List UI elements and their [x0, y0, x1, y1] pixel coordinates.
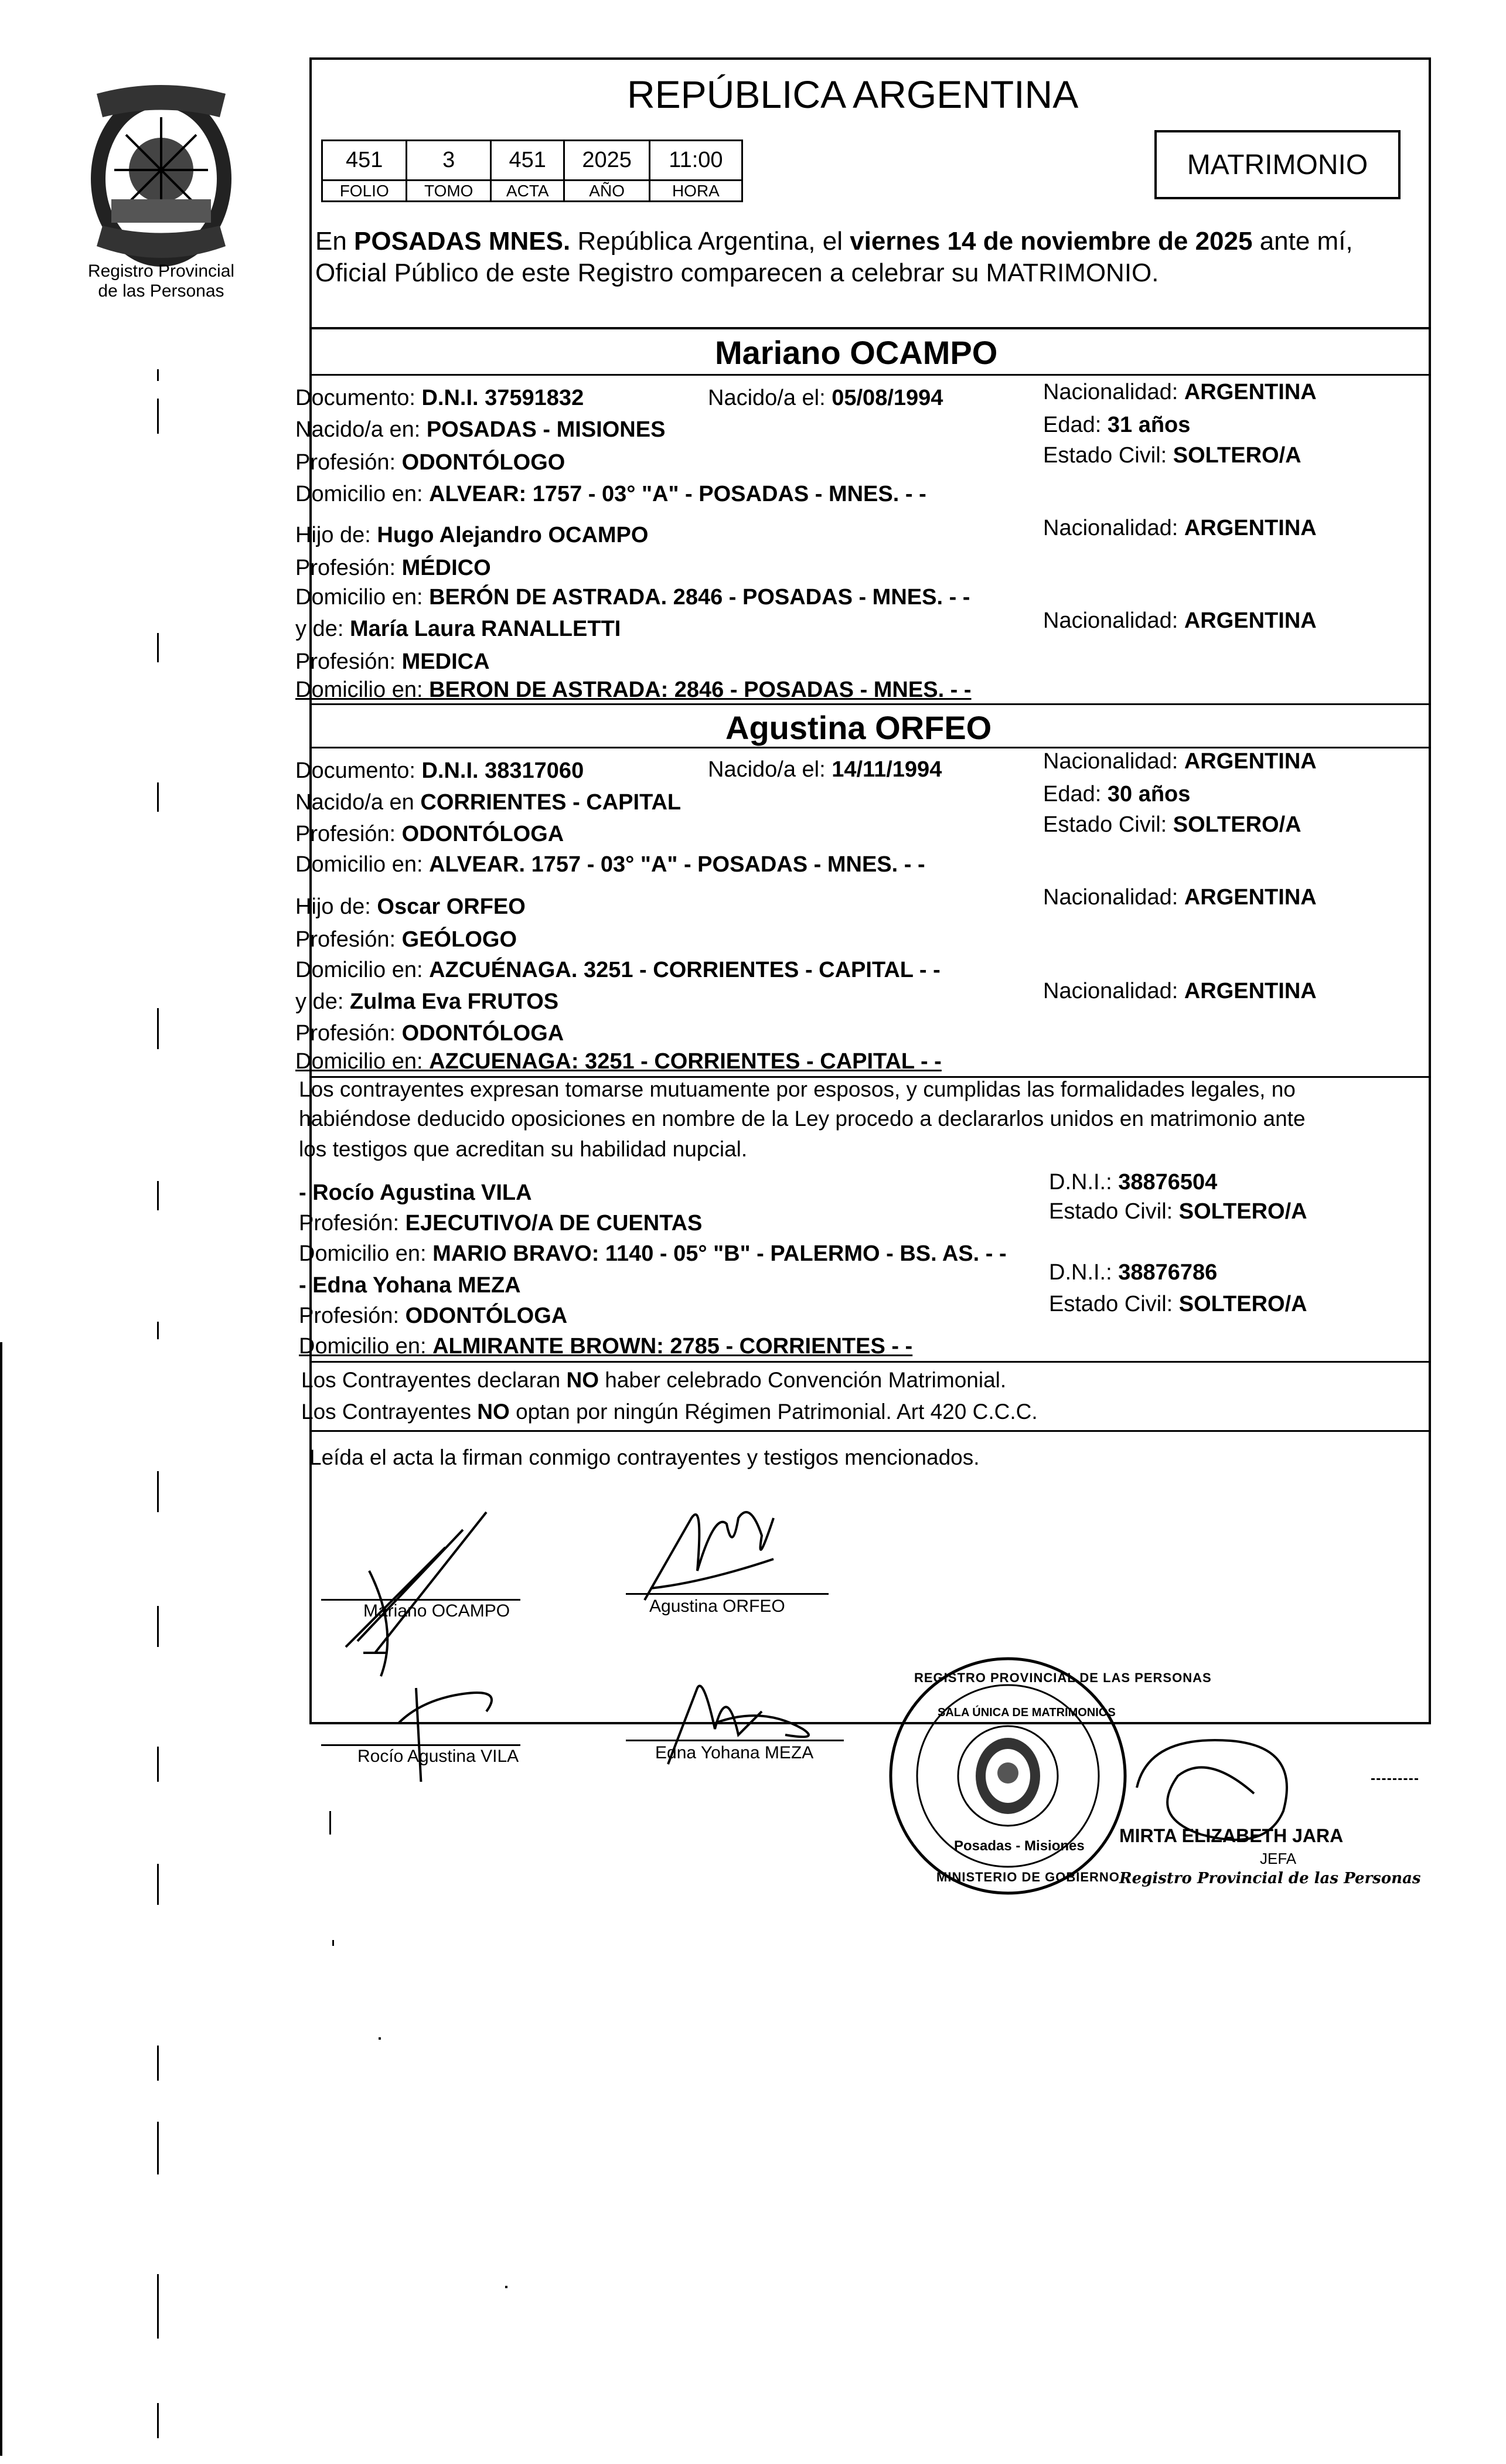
divider-spouse2	[309, 747, 1429, 748]
witness1-civil-status: Estado Civil: SOLTERO/A	[1049, 1199, 1307, 1224]
regime-convention: Los Contrayentes declaran NO haber celebrado Convención Matrimonial.	[301, 1368, 1007, 1392]
acta-label: ACTA	[490, 181, 564, 202]
spouse1-father: Hijo de: Hugo Alejandro OCAMPO	[295, 523, 649, 547]
logo-caption-line1: Registro Provincial	[87, 261, 235, 281]
spouse2-mother-profession: Profesión: ODONTÓLOGA	[295, 1021, 564, 1046]
spouse1-mother-nationality: Nacionalidad: ARGENTINA	[1043, 608, 1317, 633]
seal-inner-text: SALA ÚNICA DE MATRIMONIOS	[938, 1706, 1116, 1719]
act-type: MATRIMONIO	[1187, 149, 1368, 181]
spouse2-document: Documento: D.N.I. 38317060	[295, 758, 584, 783]
signature-label-4: Edna Yohana MEZA	[655, 1743, 814, 1762]
official-office: Registro Provincial de las Personas	[1119, 1870, 1421, 1887]
signature-label-3: Rocío Agustina VILA	[357, 1747, 519, 1766]
signature-line	[626, 1593, 829, 1595]
spouse1-document: Documento: D.N.I. 37591832	[295, 386, 584, 410]
signature-label-1: Mariano OCAMPO	[363, 1601, 510, 1621]
margin-mark	[157, 1322, 159, 1339]
official-name: MIRTA ELIZABETH JARA	[1119, 1825, 1344, 1846]
logo-caption-line2: de las Personas	[98, 281, 224, 301]
left-rule	[0, 1342, 2, 2456]
spouse2-civil-status: Estado Civil: SOLTERO/A	[1043, 812, 1301, 837]
act-type-box	[1154, 130, 1401, 199]
spouse2-mother-nationality: Nacionalidad: ARGENTINA	[1043, 979, 1317, 1003]
intro-line2: Oficial Público de este Registro comparecen a celebrar su MATRIMONIO.	[315, 258, 1159, 287]
spouse1-age: Edad: 31 años	[1043, 413, 1191, 437]
spouse1-address: Domicilio en: ALVEAR: 1757 - 03° "A" - POSADAS - MNES. - -	[295, 482, 926, 506]
closing-statement: Leída el acta la firman conmigo contrayentes y testigos mencionados.	[309, 1445, 980, 1469]
spouse1-name: Mariano OCAMPO	[715, 334, 998, 371]
divider-spouse1	[309, 374, 1429, 376]
witness2-dni: D.N.I.: 38876786	[1049, 1260, 1218, 1285]
spouse2-birthplace: Nacido/a en CORRIENTES - CAPITAL	[295, 790, 682, 815]
margin-mark	[157, 1606, 159, 1647]
spouse2-mother: y de: Zulma Eva FRUTOS	[295, 989, 559, 1014]
spouse2-father: Hijo de: Oscar ORFEO	[295, 894, 526, 919]
country-title: REPÚBLICA ARGENTINA	[627, 73, 1079, 116]
margin-mark	[157, 2274, 159, 2339]
folio-value: 451	[322, 141, 407, 181]
witness2-name: - Edna Yohana MEZA	[299, 1273, 521, 1298]
margin-mark	[329, 1811, 331, 1835]
year-value: 2025	[564, 141, 649, 181]
spouse1-father-profession: Profesión: MÉDICO	[295, 556, 491, 580]
province-emblem-icon	[73, 82, 249, 275]
spouse1-mother: y de: María Laura RANALLETTI	[295, 617, 621, 641]
margin-mark	[332, 1940, 334, 1946]
witness1-name: - Rocío Agustina VILA	[299, 1180, 532, 1205]
witness1-address: Domicilio en: MARIO BRAVO: 1140 - 05° "B" - PALERMO - BS. AS. - -	[299, 1241, 1007, 1266]
spouse2-father-profession: Profesión: GEÓLOGO	[295, 927, 517, 952]
declaration-line3: los testigos que acreditan su habilidad nupcial.	[299, 1137, 748, 1161]
spouse2-address: Domicilio en: ALVEAR. 1757 - 03° "A" - POSADAS - MNES. - -	[295, 852, 925, 877]
intro-line1: En POSADAS MNES. República Argentina, el viernes 14 de noviembre de 2025 ante mí,	[315, 227, 1353, 256]
witness1-dni: D.N.I.: 38876504	[1049, 1170, 1218, 1194]
divider-closing	[309, 1430, 1429, 1432]
signature-line	[626, 1740, 844, 1741]
year-label: AÑO	[564, 181, 649, 202]
spouse2-birthdate: Nacido/a el: 14/11/1994	[708, 757, 942, 782]
margin-mark	[157, 369, 159, 381]
spouse2-father-address: Domicilio en: AZCUÉNAGA. 3251 - CORRIENTES - CAPITAL - -	[295, 958, 941, 982]
witness2-civil-status: Estado Civil: SOLTERO/A	[1049, 1292, 1307, 1316]
seal-ring-text: REGISTRO PROVINCIAL DE LAS PERSONAS	[914, 1670, 1212, 1685]
seal-outer-bottom-text: MINISTERIO DE GOBIERNO	[936, 1870, 1120, 1884]
spouse2-profession: Profesión: ODONTÓLOGA	[295, 822, 564, 846]
official-signature	[1113, 1723, 1360, 1876]
spouse2-nationality: Nacionalidad: ARGENTINA	[1043, 749, 1317, 774]
tomo-label: TOMO	[407, 181, 491, 202]
official-title: JEFA	[1260, 1850, 1297, 1867]
signature-line	[321, 1744, 520, 1746]
witness1-profession: Profesión: EJECUTIVO/A DE CUENTAS	[299, 1211, 703, 1236]
spouse2-mother-address: Domicilio en: AZCUENAGA: 3251 - CORRIENTES - CAPITAL - -	[295, 1049, 942, 1074]
margin-mark	[157, 633, 159, 662]
declaration-line1: Los contrayentes expresan tomarse mutuamente por esposos, y cumplidas las formalidades legales, no	[299, 1077, 1296, 1101]
margin-mark	[157, 2046, 159, 2081]
witness2-address: Domicilio en: ALMIRANTE BROWN: 2785 - CORRIENTES - -	[299, 1334, 913, 1359]
tomo-value: 3	[407, 141, 491, 181]
record-data-table	[321, 139, 743, 202]
dot-mark	[379, 2037, 381, 2040]
margin-mark	[157, 1008, 159, 1049]
official-seal	[885, 1653, 1212, 1899]
regime-patrimonial: Los Contrayentes NO optan por ningún Régimen Patrimonial. Art 420 C.C.C.	[301, 1400, 1038, 1424]
spouse1-birthdate: Nacido/a el: 05/08/1994	[708, 386, 943, 410]
hour-label: HORA	[649, 181, 742, 202]
acta-value: 451	[490, 141, 564, 181]
spouse2-age: Edad: 30 años	[1043, 782, 1191, 806]
divider-spouse2-top	[309, 703, 1429, 705]
spouse1-father-address: Domicilio en: BERÓN DE ASTRADA. 2846 - POSADAS - MNES. - -	[295, 585, 970, 610]
spouse1-profession: Profesión: ODONTÓLOGO	[295, 450, 565, 475]
registry-logo	[73, 82, 249, 316]
spouse1-father-nationality: Nacionalidad: ARGENTINA	[1043, 516, 1317, 540]
witness2-profession: Profesión: ODONTÓLOGA	[299, 1304, 568, 1328]
signature-line	[321, 1599, 520, 1601]
spouse1-mother-profession: Profesión: MEDICA	[295, 649, 490, 674]
dot-mark	[505, 2286, 507, 2288]
spouse1-nationality: Nacionalidad: ARGENTINA	[1043, 380, 1317, 404]
divider-header	[309, 327, 1429, 329]
margin-mark	[157, 2403, 159, 2438]
seal-bottom-text: Posadas - Misiones	[954, 1838, 1085, 1854]
spouse2-name: Agustina ORFEO	[725, 709, 992, 746]
dash-mark	[1371, 1778, 1418, 1780]
spouse2-father-nationality: Nacionalidad: ARGENTINA	[1043, 885, 1317, 910]
signature-label-2: Agustina ORFEO	[649, 1597, 785, 1616]
folio-label: FOLIO	[322, 181, 407, 202]
margin-mark	[157, 399, 159, 434]
margin-mark	[157, 1181, 159, 1210]
divider-regime	[309, 1361, 1429, 1363]
spouse1-mother-address: Domicilio en: BERON DE ASTRADA: 2846 - POSADAS - MNES. - -	[295, 678, 972, 702]
margin-mark	[157, 2122, 159, 2174]
hour-value: 11:00	[649, 141, 742, 181]
margin-mark	[157, 782, 159, 812]
spouse1-birthplace: Nacido/a en: POSADAS - MISIONES	[295, 417, 666, 442]
spouse1-civil-status: Estado Civil: SOLTERO/A	[1043, 443, 1301, 468]
declaration-line2: habiéndose deducido oposiciones en nombre de la Ley procedo a declararlos unidos en matrimonio ante	[299, 1107, 1306, 1131]
margin-mark	[157, 1864, 159, 1905]
margin-mark	[157, 1747, 159, 1782]
margin-mark	[157, 1471, 159, 1512]
seal-icon	[885, 1653, 1131, 1899]
